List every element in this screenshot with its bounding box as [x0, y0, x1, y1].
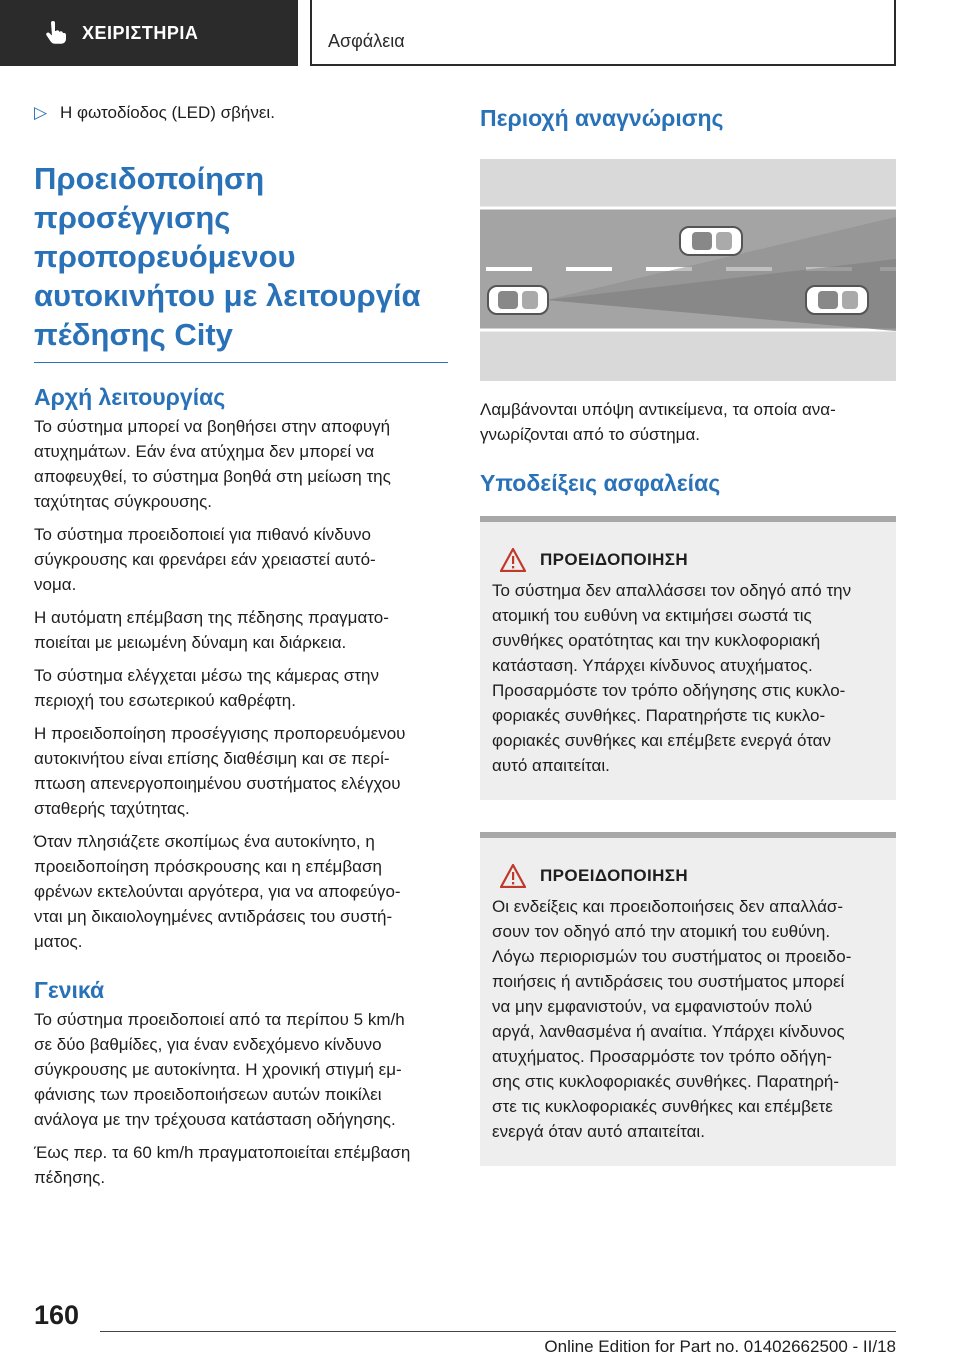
warning-triangle-icon: [500, 864, 526, 888]
page-number: 160: [34, 1300, 80, 1330]
warning-text: Οι ενδείξεις και προειδοποιήσεις δεν απαλλάσ- σουν τον οδηγό από την ατομική του ευθύνη. Λόγω περιορισμών του συστήματος οι προειδο- ποιήσεις ή αντιδράσεις του συστήματος μπορεί να μην εμφανιστούν, να εμφανιστούν πολύ αργά, λανθασμένα ή αναίτια. Υπάρχει κίνδυνος ατυχήματος. Προσαρμόστε τον τρόπο οδήγη- σης στις κυκλοφοριακές συνθήκες. Παρατηρή- στε τις κυκλοφοριακές συνθήκες και επέμβετε ενεργά όταν αυτό απαιτείται.: [492, 897, 852, 1141]
title-line: πέδησης City: [34, 317, 233, 352]
title-line: Προειδοποίηση: [34, 161, 265, 196]
warning-title-row: [492, 548, 884, 572]
section-tab: [0, 0, 298, 66]
title-line: προπορευόμενου: [34, 239, 296, 274]
warning-box: [480, 832, 896, 1166]
warning-title-row: [492, 864, 884, 888]
edition-text: Online Edition for Part no. 01402662500 - II/18: [544, 1337, 896, 1356]
footer-divider: [100, 1331, 896, 1332]
paragraph: Έως περ. τα 60 km/h πραγματοποιείται επέμβαση πέδησης.: [34, 1143, 411, 1187]
car-front-left-icon: [680, 227, 742, 255]
intro-text: Η φωτοδίοδος (LED) σβήνει.: [60, 103, 275, 122]
chapter-box: [310, 0, 896, 66]
bullet-arrow-icon: ▷: [34, 103, 48, 122]
heading-detection-area: Περιοχή αναγνώρισης: [480, 105, 724, 131]
figure-caption: Λαμβάνονται υπόψη αντικείμενα, τα οποία ανα- γνωρίζονται από το σύστημα.: [480, 400, 836, 444]
page-title: [34, 159, 448, 354]
intro-line: [34, 100, 448, 125]
paragraph: Το σύστημα προειδοποιεί από τα περίπου 5 km/h σε δύο βαθμίδες, για έναν ενδεχόμενο κίνδυνο σύγκρουσης με αυτοκίνητα. Η χρονική στιγμή εμ- φάνισης των προειδοποιήσεων αυτών ποικίλει ανάλογα με την τρέχουσα κατάσταση οδήγησης.: [34, 1010, 405, 1129]
warning-title: ΠΡΟΕΙΔΟΠΟΙΗΣΗ: [540, 550, 689, 569]
paragraph: Το σύστημα μπορεί να βοηθήσει στην αποφυγή ατυχημάτων. Εάν ένα ατύχημα δεν μπορεί να αποφευχθεί, το σύστημα βοηθά στη μείωση της ταχύτητας σύγκρουσης.: [34, 417, 391, 511]
warning-box: [480, 516, 896, 800]
hand-pointer-icon: [42, 20, 68, 46]
title-line: προσέγγισης: [34, 200, 231, 235]
car-front-right-icon: [806, 286, 868, 314]
warning-text: Το σύστημα δεν απαλλάσσει τον οδηγό από την ατομική του ευθύνη να εκτιμήσει σωστά τις συνθήκες ορατότητας και την κυκλοφοριακή κατάσταση. Υπάρχει κίνδυνος ατυχήματος. Προσαρμόστε τον τρόπο οδήγησης στις κυκλο- φοριακές συνθήκες. Παρατηρήστε τις κυκλο- φοριακές συνθήκες και επέμβετε ενεργά όταν αυτό απαιτείται.: [492, 581, 852, 775]
detection-area-figure: [480, 159, 896, 381]
heading-function: Αρχή λειτουργίας: [34, 384, 226, 410]
title-line: αυτοκινήτου με λειτουργία: [34, 278, 421, 313]
warning-triangle-icon: [500, 548, 526, 572]
car-own-icon: [488, 286, 548, 314]
paragraph: Όταν πλησιάζετε σκοπίμως ένα αυτοκίνητο, η προειδοποίηση πρόσκρουσης και η επέμβαση φρένων εκτελούνται αργότερα, για να αποφεύγο- νται μη δικαιολογημένες αντιδράσεις του συστή- ματος.: [34, 832, 401, 951]
paragraph: Η αυτόματη επέμβαση της πέδησης πραγματο- ποιείται με μειωμένη δύναμη και διάρκεια.: [34, 608, 389, 652]
paragraph: Το σύστημα ελέγχεται μέσω της κάμερας στην περιοχή του εσωτερικού καθρέφτη.: [34, 666, 379, 710]
heading-general: Γενικά: [34, 977, 105, 1003]
road-detection-illustration: [480, 159, 896, 381]
chapter-title: Ασφάλεια: [328, 31, 405, 51]
page-header: [0, 0, 960, 66]
heading-safety: Υποδείξεις ασφαλείας: [480, 470, 721, 496]
warning-title: ΠΡΟΕΙΔΟΠΟΙΗΣΗ: [540, 866, 689, 885]
right-column: [480, 100, 896, 1166]
paragraph: Η προειδοποίηση προσέγγισης προπορευόμενου αυτοκινήτου είναι επίσης διαθέσιμη και σε περί- πτωση απενεργοποιημένου συστήματος ελέγχου σταθερής ταχύτητας.: [34, 724, 406, 818]
left-column: [34, 100, 448, 1198]
title-divider: [34, 362, 448, 363]
section-title: ΧΕΙΡΙΣΤΗΡΙΑ: [82, 22, 199, 43]
paragraph: Το σύστημα προειδοποιεί για πιθανό κίνδυνο σύγκρουσης και φρενάρει εάν χρειαστεί αυτό- νομα.: [34, 525, 376, 594]
